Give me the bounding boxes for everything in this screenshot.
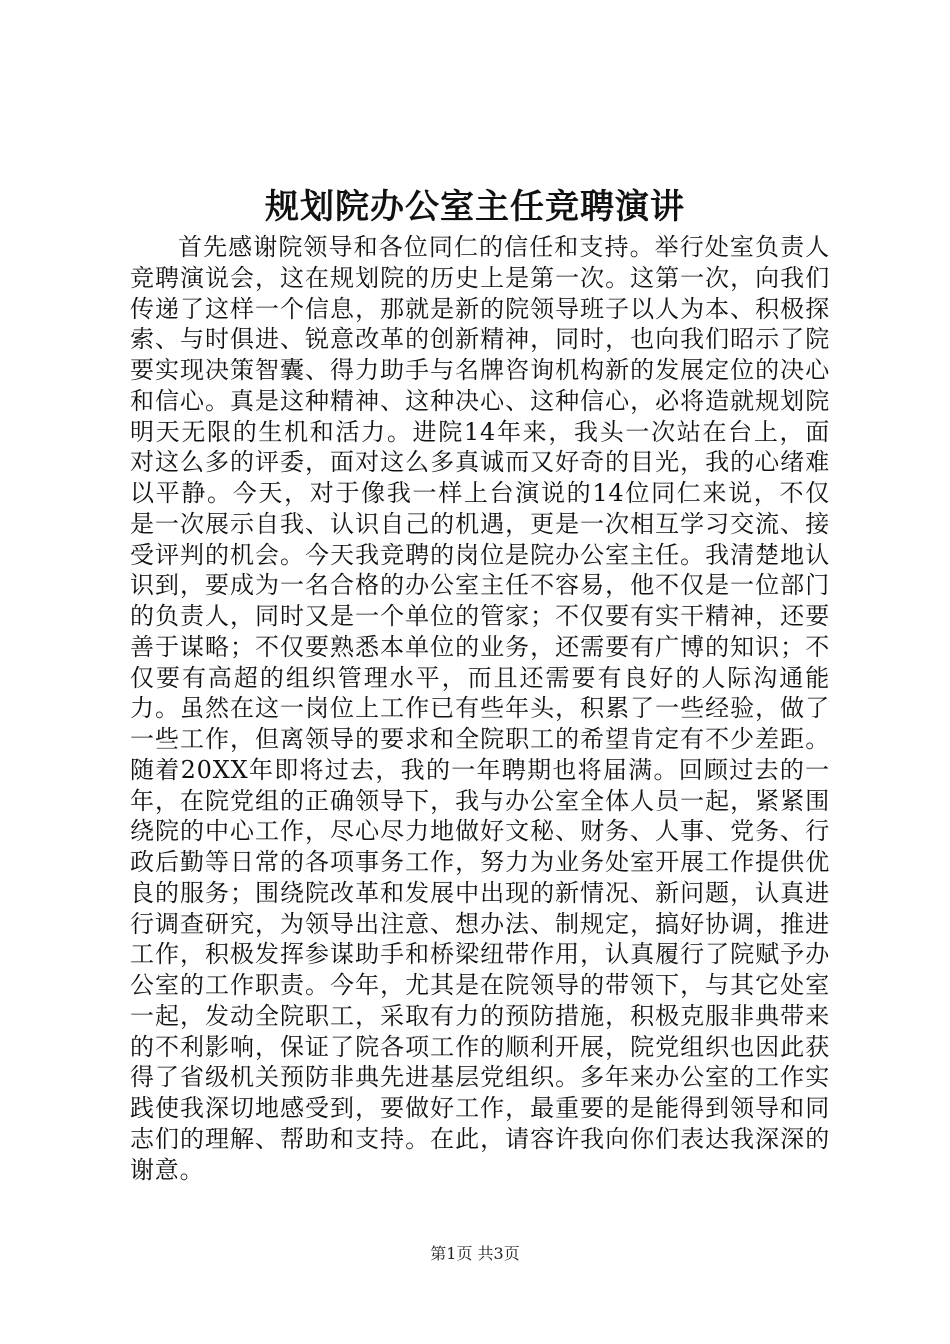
document-title: 规划院办公室主任竞聘演讲 [265,187,685,227]
body-paragraph: 首先感谢院领导和各位同仁的信任和支持。举行处室负责人竞聘演说会，这在规划院的历史上是第一次。这第一次，向我们传递了这样一个信息，那就是新的院领导班子以人为本、积极探索、与时俱进、锐意改革的创新精神，同时，也向我们昭示了院要实现决策智囊、得力助手与名牌咨询机构新的发展定位的决心和信心。真是这种精神、这种决心、这种信心，必将造就规划院明天无限的生机和活力。进院14年来，我头一次站在台上，面对这么多的评委，面对这么多真诚而又好奇的目光，我的心绪难以平静。今天，对于像我一样上台演说的14位同仁来说，不仅是一次展示自我、认识自己的机遇，更是一次相互学习交流、接受评判的机会。今天我竞聘的岗位是院办公室主任。我清楚地认识到，要成为一名合格的办公室主任不容易，他不仅是一位部门的负责人，同时又是一个单位的管家；不仅要有实干精神，还要善于谋略；不仅要熟悉本单位的业务，还需要有广博的知识；不仅要有高超的组织管理水平，而且还需要有良好的人际沟通能力。虽然在这一岗位上工作已有些年头，积累了一些经验，做了一些工作，但离领导的要求和全院职工的希望肯定有不少差距。随着20XX年即将过去，我的一年聘期也将届满。回顾过去的一年，在院党组的正确领导下，我与办公室全体人员一起，紧紧围绕院的中心工作，尽心尽力地做好文秘、财务、人事、党务、行政后勤等日常的各项事务工作，努力为业务处室开展工作提供优良的服务；围绕院改革和发展中出现的新情况、新问题，认真进行调查研究，为领导出注意、想办法、制规定，搞好协调，推进工作，积极发挥参谋助手和桥梁纽带作用，认真履行了院赋予办公室的工作职责。今年，尤其是在院领导的带领下，与其它处室一起，发动全院职工，采取有力的预防措施，积极克服非典带来的不利影响，保证了院各项工作的顺利开展，院党组织也因此获得了省级机关预防非典先进基层党组织。多年来办公室的工作实践使我深切地感受到，要做好工作，最重要的是能得到领导和同志们的理解、帮助和支持。在此，请容许我向你们表达我深深的谢意。 [130,233,830,1184]
page-number-footer: 第1页 共3页 [430,1244,520,1263]
